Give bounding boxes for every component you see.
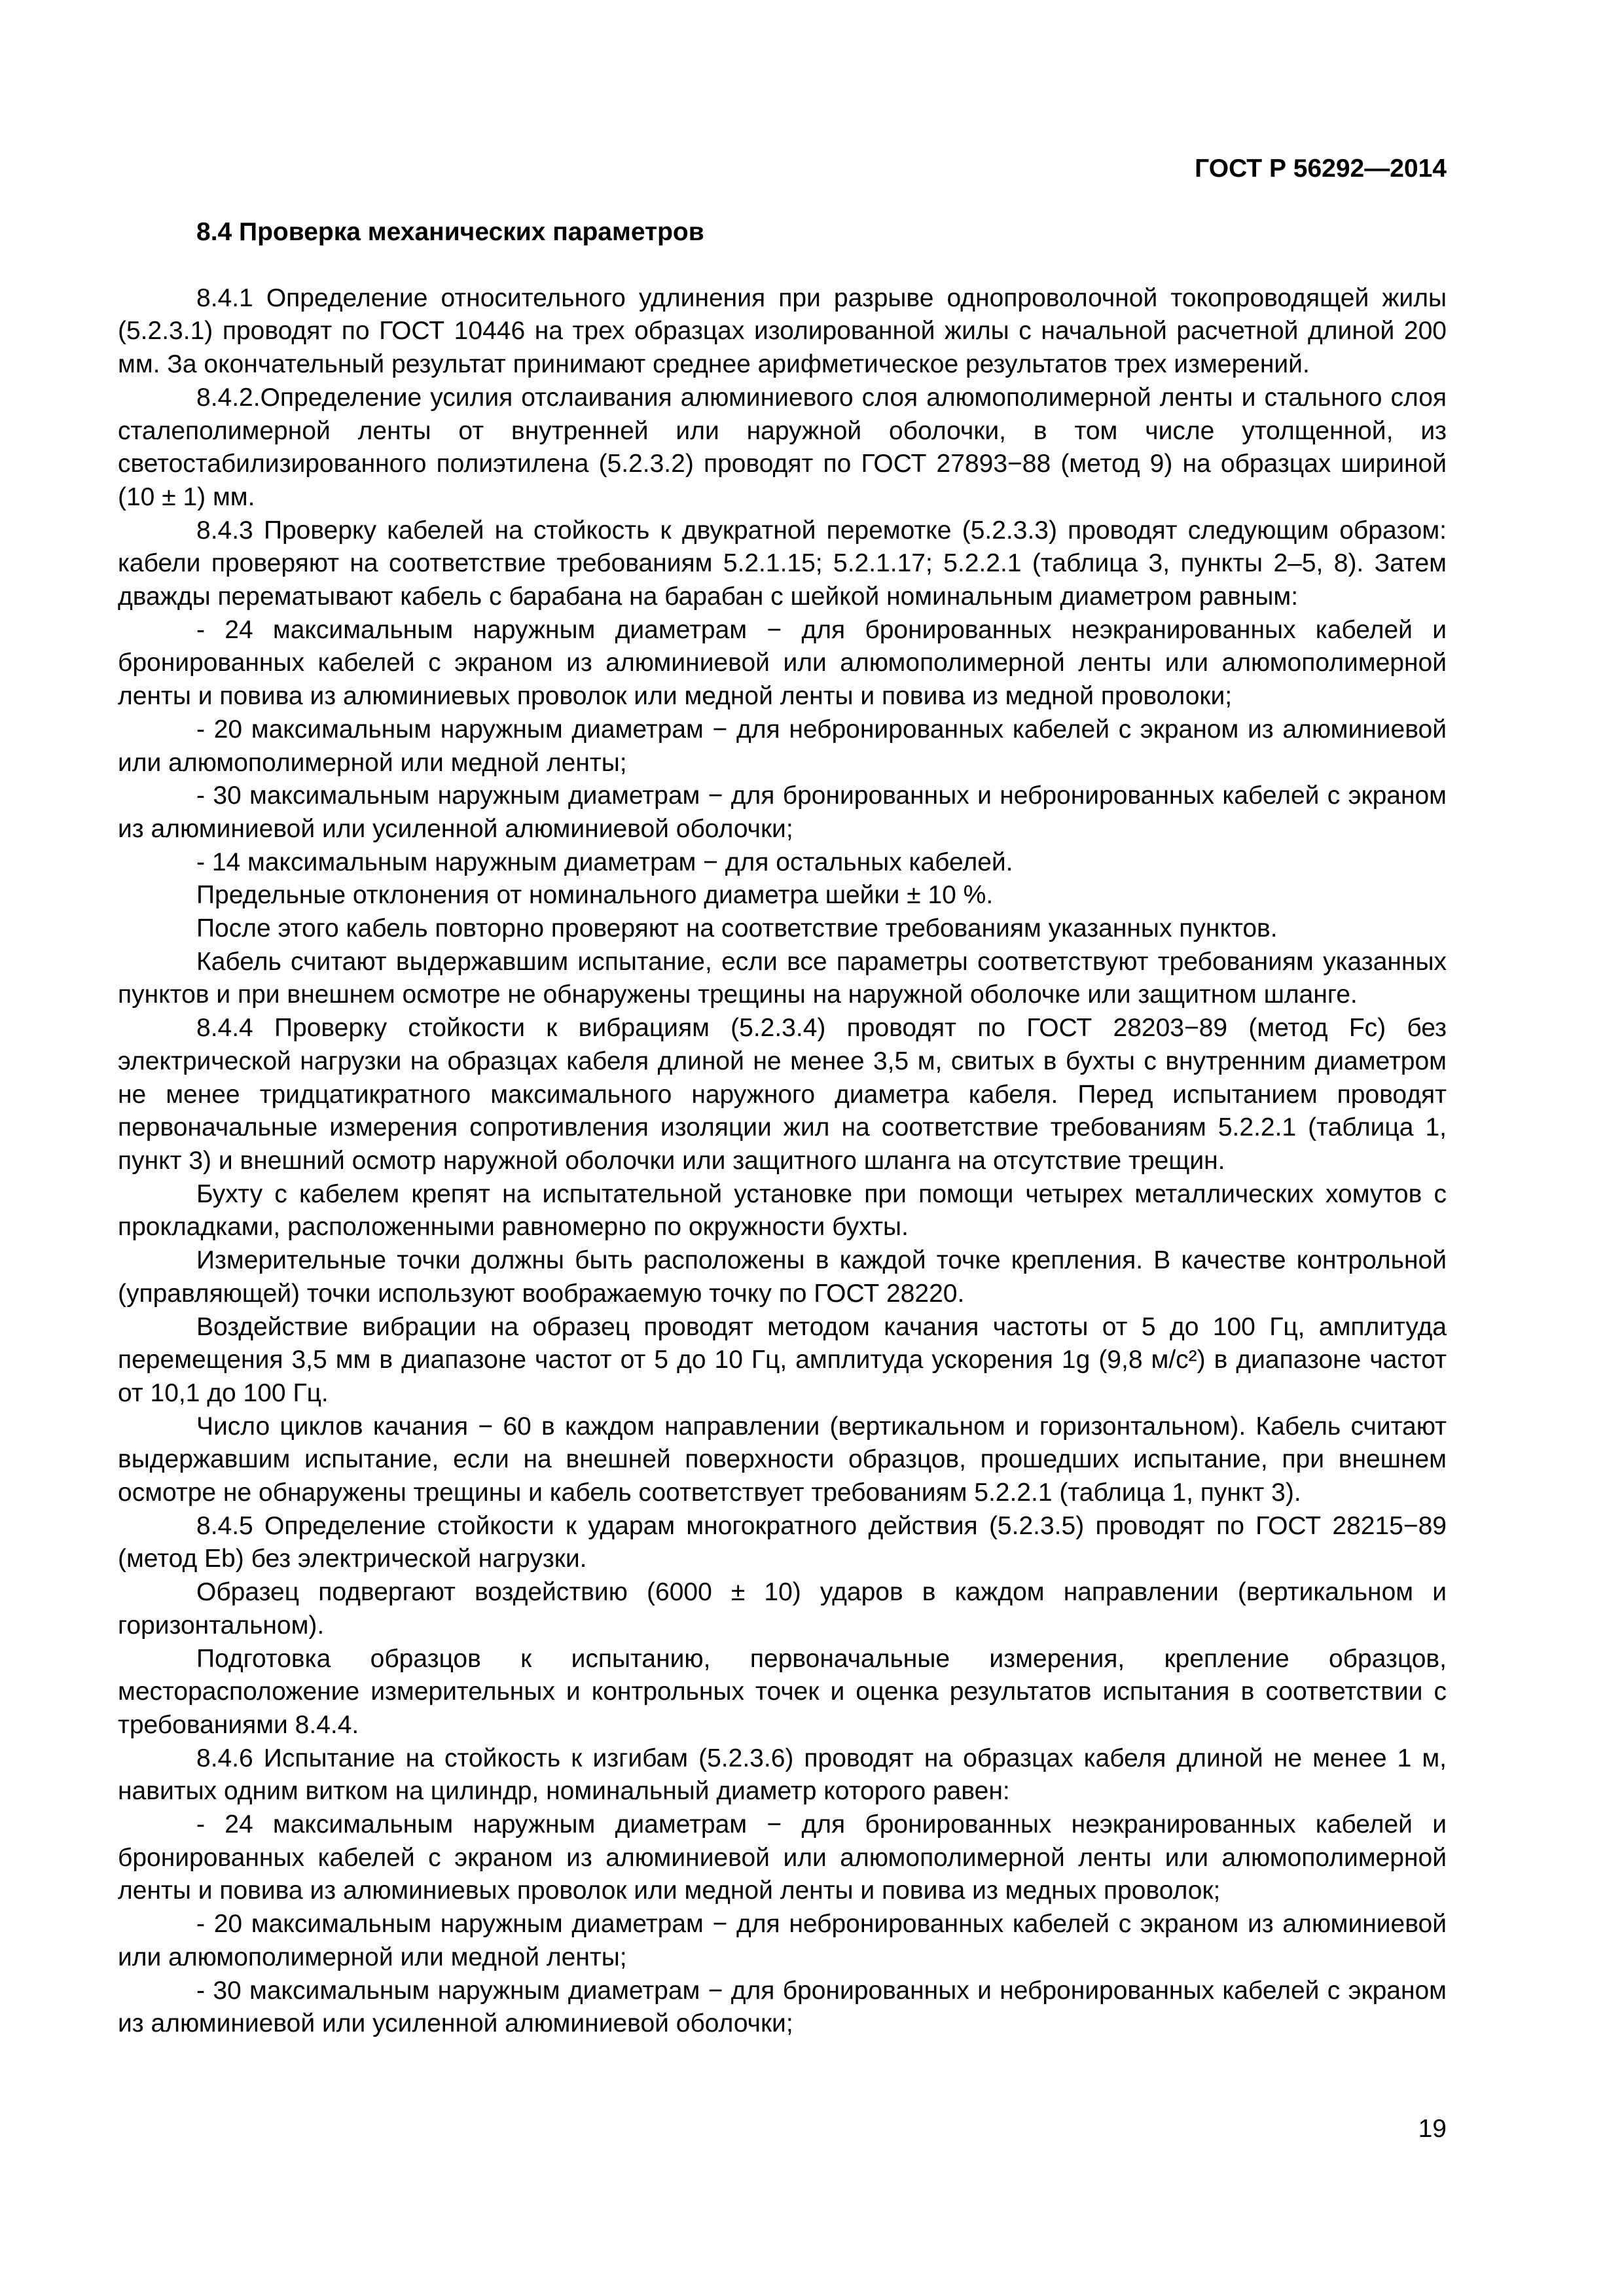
paragraph-8-4-4: 8.4.4 Проверку стойкости к вибрациям (5.2.3.4) проводят по ГОСТ 28203−89 (метод Fc) без электрической нагрузки на образцах кабеля длиной не менее 3,5 м, свитых в бухты с внутренним диаметром не менее тридцатикратного максимального наружного диаметра кабеля. Перед испытанием проводят первоначальные измерения сопротивления изоляции жил на соответствие требованиям 5.2.2.1 (таблица 1, пункт 3) и внешний осмотр наружной оболочки или защитного шланга на отсутствие трещин. [118, 1014, 1447, 1175]
list-item-rewind-20: - 20 максимальным наружным диаметрам − для небронированных кабелей с экраном из алюминиевой или алюмополимерной или медной ленты; [118, 715, 1447, 777]
page-number: 19 [1418, 2115, 1447, 2143]
paragraph-sample-preparation: Подготовка образцов к испытанию, первоначальные измерения, крепление образцов, месторасположение измерительных и контрольных точек и оценка результатов испытания в соответствии с требованиями 8.4.4. [118, 1644, 1447, 1739]
standard-designation: ГОСТ Р 56292—2014 [1195, 154, 1447, 183]
page-body [118, 216, 1447, 2041]
paragraph-tolerance: Предельные отклонения от номинального диаметра шейки ± 10 %. [196, 881, 994, 910]
list-item-rewind-24: - 24 максимальным наружным диаметрам − для бронированных неэкранированных кабелей и бронированных кабелей с экраном из алюминиевой или алюмополимерной ленты или алюмополимерной ленты и повива из алюминиевых проволок или медной ленты и повива из медной проволоки; [118, 615, 1447, 711]
list-item-bend-24: - 24 максимальным наружным диаметрам − для бронированных неэкранированных кабелей и бронированных кабелей с экраном из алюминиевой или алюмополимерной ленты или алюмополимерной ленты и повива из алюминиевых проволок или медной ленты и повива из медных проволок; [118, 1810, 1447, 1905]
paragraph-8-4-2: 8.4.2.Определение усилия отслаивания алюминиевого слоя алюмополимерной ленты и стального слоя сталеполимерной ленты от внутренней или наружной оболочки, в том числе утолщенной, из светостабилизированного полиэтилена (5.2.3.2) проводят по ГОСТ 27893−88 (метод 9) на образцах шириной (10 ± 1) мм. [118, 383, 1447, 511]
paragraph-8-4-1: 8.4.1 Определение относительного удлинения при разрыве однопроволочной токопроводящей жилы (5.2.3.1) проводят по ГОСТ 10446 на трех образцах изолированной жилы с начальной расчетной длиной 200 мм. За окончательный результат принимают среднее арифметическое результатов трех измерений. [118, 283, 1447, 379]
list-item-rewind-30: - 30 максимальным наружным диаметрам − для бронированных и небронированных кабелей с экраном из алюминиевой или усиленной алюминиевой оболочки; [118, 781, 1447, 843]
paragraph-vibration-sweep: Воздействие вибрации на образец проводят методом качания частоты от 5 до 100 Гц, амплитуда перемещения 3,5 мм в диапазоне частот от 5 до 10 Гц, амплитуда ускорения 1g (9,8 м/с²) в диапазоне частот от 10,1 до 100 Гц. [118, 1312, 1447, 1407]
paragraph-impact-count: Образец подвергают воздействию (6000 ± 10) ударов в каждом направлении (вертикальном и горизонтальном). [118, 1578, 1447, 1640]
list-item-bend-30: - 30 максимальным наружным диаметрам − для бронированных и небронированных кабелей с экраном из алюминиевой или усиленной алюминиевой оболочки; [118, 1976, 1447, 2038]
list-item-rewind-14: - 14 максимальным наружным диаметрам − для остальных кабелей. [196, 848, 1013, 876]
section-title: 8.4 Проверка механических параметров [196, 218, 704, 246]
paragraph-8-4-5: 8.4.5 Определение стойкости к ударам многократного действия (5.2.3.5) проводят по ГОСТ 28215−89 (метод Eb) без электрической нагрузки. [118, 1511, 1447, 1573]
list-item-bend-20: - 20 максимальным наружным диаметрам − для небронированных кабелей с экраном из алюминиевой или алюмополимерной или медной ленты; [118, 1910, 1447, 1971]
paragraph-sweep-cycles: Число циклов качания − 60 в каждом направлении (вертикальном и горизонтальном). Кабель считают выдержавшим испытание, если на внешней поверхности образцов, прошедших испытание, при внешнем осмотре не обнаружены трещины и кабель соответствует требованиям 5.2.2.1 (таблица 1, пункт 3). [118, 1412, 1447, 1507]
paragraph-8-4-3: 8.4.3 Проверку кабелей на стойкость к двукратной перемотке (5.2.3.3) проводят следующим образом: кабели проверяют на соответствие требованиям 5.2.1.15; 5.2.1.17; 5.2.2.1 (таблица 3, пункты 2–5, 8). Затем дважды перематывают кабель с барабана на барабан с шейкой номинальным диаметром равным: [118, 516, 1447, 611]
paragraph-pass-criteria: Кабель считают выдержавшим испытание, если все параметры соответствуют требованиям указанных пунктов и при внешнем осмотре не обнаружены трещины на наружной оболочке или защитном шланге. [118, 947, 1447, 1009]
paragraph-measurement-points: Измерительные точки должны быть расположены в каждой точке крепления. В качестве контрольной (управляющей) точки используют воображаемую точку по ГОСТ 28220. [118, 1246, 1447, 1308]
paragraph-8-4-6: 8.4.6 Испытание на стойкость к изгибам (5.2.3.6) проводят на образцах кабеля длиной не менее 1 м, навитых одним витком на цилиндр, номинальный диаметр которого равен: [118, 1744, 1447, 1806]
paragraph-recheck: После этого кабель повторно проверяют на соответствие требованиям указанных пунктов. [196, 914, 1278, 943]
document-header [1195, 152, 1447, 186]
paragraph-coil-mounting: Бухту с кабелем крепят на испытательной установке при помощи четырех металлических хомутов с прокладками, расположенными равномерно по окружности бухты. [118, 1179, 1447, 1242]
